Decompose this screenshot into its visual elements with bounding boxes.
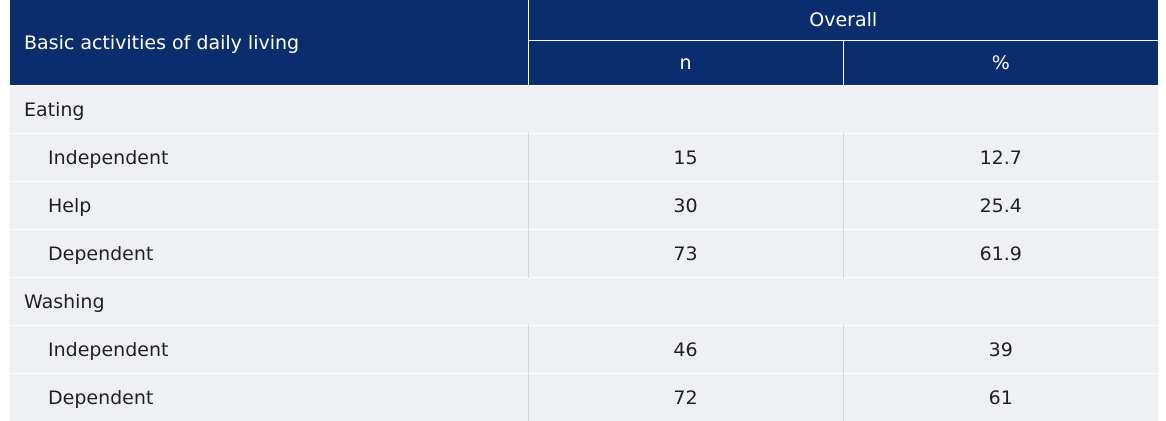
table-row xyxy=(10,182,1158,230)
row-label: Dependent xyxy=(10,374,528,421)
percent-cell: 12.7 xyxy=(843,134,1158,182)
table-header xyxy=(10,0,1158,86)
n-cell: 73 xyxy=(528,230,843,278)
adl-table-container xyxy=(10,0,1158,421)
row-label: Independent xyxy=(10,326,528,374)
percent-cell: 25.4 xyxy=(843,182,1158,230)
table-body xyxy=(10,86,1158,421)
n-cell: 15 xyxy=(528,134,843,182)
percent-cell: 61 xyxy=(843,374,1158,421)
n-cell: 30 xyxy=(528,182,843,230)
group-label: Washing xyxy=(10,278,1158,326)
row-label: Independent xyxy=(10,134,528,182)
n-cell: 46 xyxy=(528,326,843,374)
group-row-eating xyxy=(10,86,1158,134)
n-cell: 72 xyxy=(528,374,843,421)
table-row xyxy=(10,326,1158,374)
row-label: Dependent xyxy=(10,230,528,278)
group-label: Eating xyxy=(10,86,1158,134)
table-row xyxy=(10,230,1158,278)
group-row-washing xyxy=(10,278,1158,326)
percent-column-header: % xyxy=(843,41,1158,86)
row-label-header: Basic activities of daily living xyxy=(10,0,528,86)
percent-cell: 61.9 xyxy=(843,230,1158,278)
percent-cell: 39 xyxy=(843,326,1158,374)
adl-table xyxy=(10,0,1158,421)
n-column-header: n xyxy=(528,41,843,86)
table-row xyxy=(10,374,1158,421)
overall-group-header: Overall xyxy=(528,0,1158,41)
row-label: Help xyxy=(10,182,528,230)
table-row xyxy=(10,134,1158,182)
